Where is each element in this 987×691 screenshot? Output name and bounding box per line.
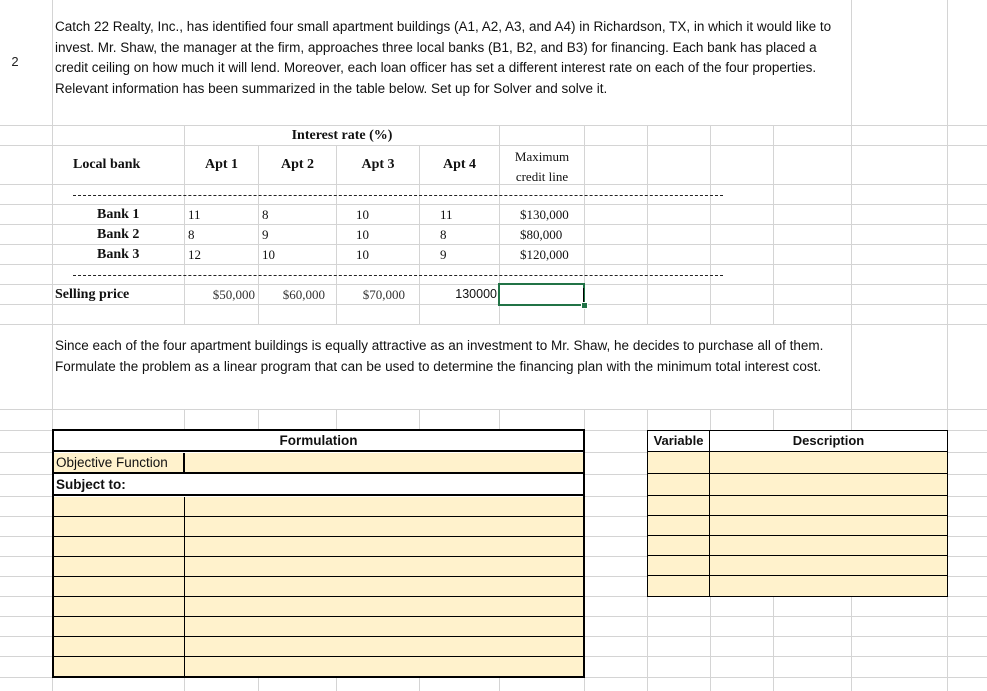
selling-price-apt4[interactable]: 130000 [455,287,497,301]
constraint-expression-input[interactable] [185,517,583,537]
constraint-label-input[interactable] [54,597,185,617]
gridline [0,409,987,410]
header-apt1: Apt 1 [204,157,239,172]
bank-2-label: Bank 2 [97,227,140,242]
objective-function-input[interactable] [185,453,583,474]
header-apt2: Apt 2 [280,157,315,172]
variable-name-input[interactable] [648,516,710,536]
bank-1-credit[interactable]: $130,000 [520,207,569,222]
constraint-label-input[interactable] [54,577,185,597]
bank-2-apt3[interactable]: 10 [356,227,369,242]
constraint-expression-input[interactable] [185,497,583,517]
selling-price-label: Selling price [55,287,130,302]
selling-price-apt1[interactable]: $50,000 [212,287,255,302]
objective-function-label: Objective Function [56,455,168,470]
variable-name-input[interactable] [648,556,710,576]
dashed-separator-top [73,195,723,196]
constraint-label-input[interactable] [54,657,185,676]
row-header[interactable] [0,0,52,125]
constraint-expression-input[interactable] [185,657,583,676]
gridline [0,304,987,305]
selling-price-apt3[interactable]: $70,000 [362,287,405,302]
constraint-expression-input[interactable] [185,637,583,657]
header-credit-line-1: Maximum [514,149,570,164]
constraint-label-input[interactable] [54,517,185,537]
bank-3-credit[interactable]: $120,000 [520,247,569,262]
bank-1-label: Bank 1 [97,207,140,222]
header-credit-line-2: credit line [515,169,569,184]
bank-1-apt3[interactable]: 10 [356,207,369,222]
variable-header-cell [648,431,710,452]
constraint-label-input[interactable] [54,537,185,557]
variable-name-input[interactable] [648,576,710,596]
constraint-expression-input[interactable] [185,617,583,637]
variable-description-input[interactable] [710,452,947,474]
active-cell-selection[interactable] [498,283,585,306]
variable-header: Variable [653,433,704,448]
objective-function-label-cell[interactable] [54,453,185,474]
variable-description-input[interactable] [710,536,947,556]
header-apt4: Apt 4 [442,157,477,172]
subject-to-label: Subject to: [56,477,126,492]
header-max-credit-line [500,146,584,184]
constraint-label-input[interactable] [54,637,185,657]
variable-name-input[interactable] [648,536,710,556]
variable-description-input[interactable] [710,556,947,576]
row-header-label: 2 [11,54,19,69]
bank-1-apt2[interactable]: 8 [262,207,269,222]
header-apt3: Apt 3 [361,157,395,172]
constraint-expression-input[interactable] [185,597,583,617]
constraint-expression-input[interactable] [185,537,583,557]
constraint-label-input[interactable] [54,557,185,577]
bank-3-apt3[interactable]: 10 [356,247,369,262]
bank-3-apt1[interactable]: 12 [188,247,201,262]
header-local-bank: Local bank [73,157,141,172]
dashed-separator-bottom [73,275,723,276]
variable-description-input[interactable] [710,474,947,496]
variable-description-input[interactable] [710,576,947,596]
intro-text: Catch 22 Realty, Inc., has identified four small apartment buildings (A1, A2, A3, and A4) in Richardson, TX, in which it would like to invest. Mr. Shaw, the manager at the firm, approaches three local banks (B1, B2, and B3) for financing. Each bank has placed a credit ceiling on how much it will lend. Moreover, each loan officer has set a different interest rate on each of the four properties. Relevant information has been summarized in the table below. Set up for Solver and solve it. [55,19,832,96]
bank-2-apt4[interactable]: 8 [440,227,447,242]
problem-text: Since each of the four apartment buildings is equally attractive as an investment to Mr. Shaw, he decides to purchase all of them. Formulate the problem as a linear program that can be used to determine the financing plan with the minimum total interest cost. [55,338,824,374]
bank-3-apt2[interactable]: 10 [262,247,275,262]
formulation-title-cell[interactable] [54,431,583,452]
bank-1-apt4[interactable]: 11 [440,207,453,222]
variable-description-input[interactable] [710,496,947,516]
selling-price-apt2[interactable]: $60,000 [282,287,325,302]
description-header-cell [710,431,947,452]
intro-cell[interactable] [53,0,851,125]
fill-handle[interactable] [581,302,588,309]
interest-rate-header-cell[interactable] [185,126,499,145]
constraint-expression-input[interactable] [185,577,583,597]
bank-1-apt1[interactable]: 11 [188,207,201,222]
variable-name-input[interactable] [648,496,710,516]
variable-name-input[interactable] [648,452,710,474]
constraint-label-input[interactable] [54,617,185,637]
bank-2-apt2[interactable]: 9 [262,227,269,242]
gridline [0,184,987,185]
subject-to-cell [54,475,583,496]
bank-3-apt4[interactable]: 9 [440,247,447,262]
formulation-title: Formulation [279,433,358,448]
constraint-label-input[interactable] [54,497,185,517]
constraint-expression-input[interactable] [185,557,583,577]
text-cursor [583,288,584,302]
variable-description-input[interactable] [710,516,947,536]
problem-cell[interactable] [53,325,851,409]
variable-name-input[interactable] [648,474,710,496]
description-header: Description [792,433,865,448]
bank-2-credit[interactable]: $80,000 [520,227,563,242]
interest-rate-header: Interest rate (%) [291,128,393,143]
gridline [0,264,987,265]
bank-3-label: Bank 3 [97,247,140,262]
bank-2-apt1[interactable]: 8 [188,227,195,242]
